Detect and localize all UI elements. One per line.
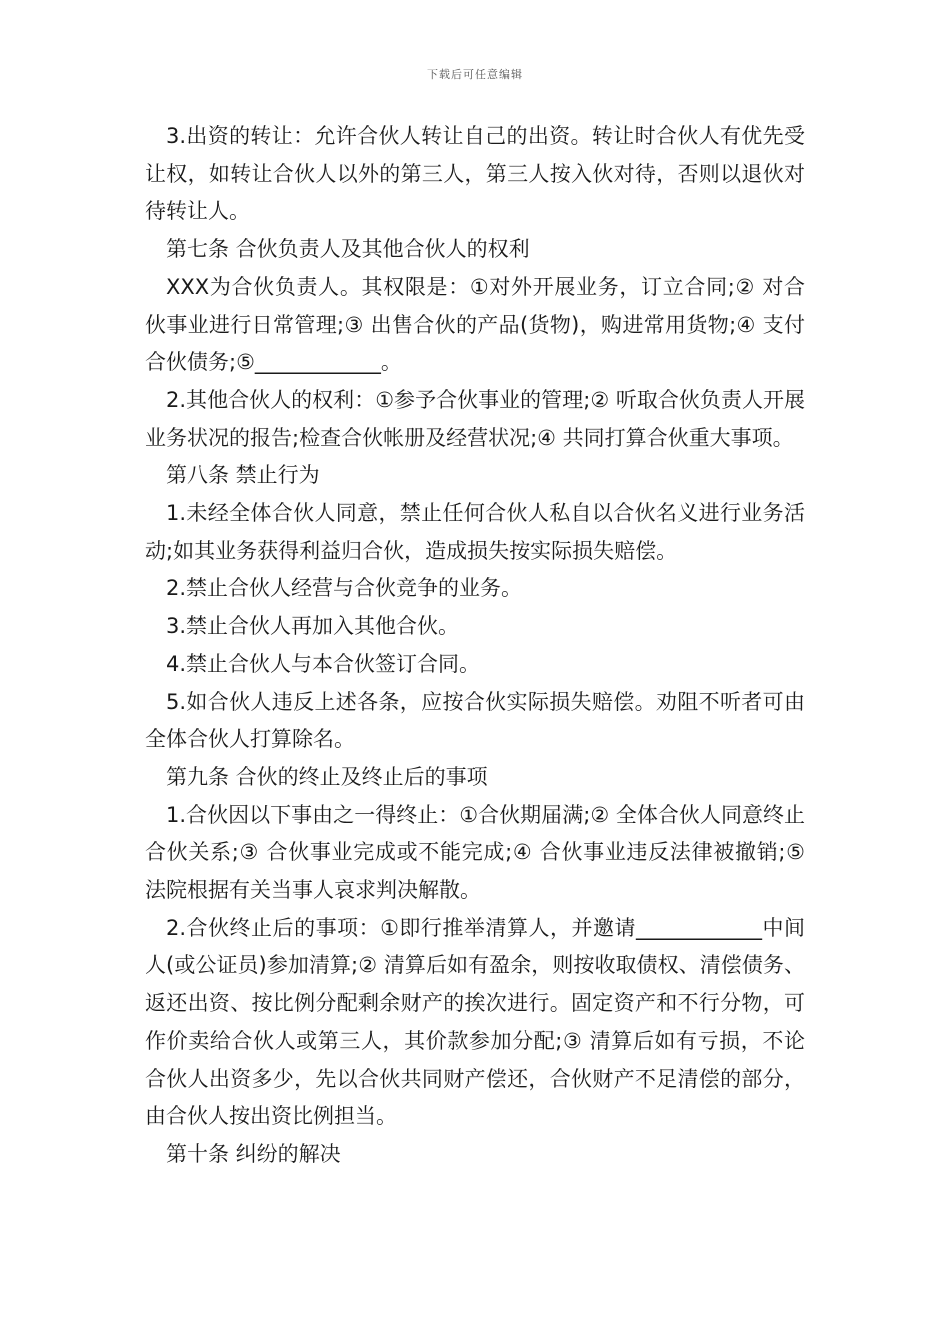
paragraph-prohibition-4: 4.禁止合伙人与本合伙签订合同。 xyxy=(166,651,481,676)
article-7-heading: 第七条 合伙负责人及其他合伙人的权利 xyxy=(166,237,530,262)
paragraph-post-termination: 2.合伙终止后的事项：①即行推举清算人，并邀请____________中间人(或公证员)参加清算;② 清算后如有盈余，则按收取债权、清偿债务、返还出资、按比例分配剩余财产的挨次进行。固定资产和不行分物，可作价卖给合伙人或第三人，其价款参加分配;③ 清算后如有亏损，不论合伙人出资多少，先以合伙共同财产偿还，合伙财产不足清偿的部分，由合伙人按出资比例担当。 xyxy=(145,915,805,1129)
paragraph-prohibition-3: 3.禁止合伙人再加入其他合伙。 xyxy=(166,614,460,639)
paragraph-termination-causes: 1.合伙因以下事由之一得终止：①合伙期届满;② 全体合伙人同意终止合伙关系;③ 合伙事业完成或不能完成;④ 合伙事业违反法律被撤销;⑤ 法院根据有关当事人哀求判决解散。 xyxy=(145,802,812,903)
paragraph-prohibition-5: 5.如合伙人违反上述各条，应按合伙实际损失赔偿。劝阻不听者可由全体合伙人打算除名。 xyxy=(145,689,805,752)
article-8-heading: 第八条 禁止行为 xyxy=(166,463,320,488)
article-10-heading: 第十条 纠纷的解决 xyxy=(166,1141,341,1166)
page-header: 下载后可任意编辑 xyxy=(427,68,523,81)
document-body xyxy=(145,118,812,1174)
paragraph-prohibition-2: 2.禁止合伙人经营与合伙竞争的业务。 xyxy=(166,576,523,601)
article-9-heading: 第九条 合伙的终止及终止后的事项 xyxy=(166,764,488,789)
paragraph-share-transfer: 3.出资的转让：允许合伙人转让自己的出资。转让时合伙人有优先受让权，如转让合伙人以外的第三人，第三人按入伙对待，否则以退伙对待转让人。 xyxy=(145,124,805,224)
paragraph-prohibition-1: 1.未经全体合伙人同意，禁止任何合伙人私自以合伙名义进行业务活动;如其业务获得利益归合伙，造成损失按实际损失赔偿。 xyxy=(145,501,805,563)
paragraph-other-partners-rights: 2.其他合伙人的权利：①参予合伙事业的管理;② 听取合伙负责人开展业务状况的报告;检查合伙帐册及经营状况;④ 共同打算合伙重大事项。 xyxy=(145,387,805,450)
paragraph-responsible-partner: XXX为合伙负责人。其权限是：①对外开展业务，订立合同;② 对合伙事业进行日常管理;③ 出售合伙的产品(货物)，购进常用货物;④ 支付合伙债务;⑤____________。 xyxy=(145,274,805,375)
